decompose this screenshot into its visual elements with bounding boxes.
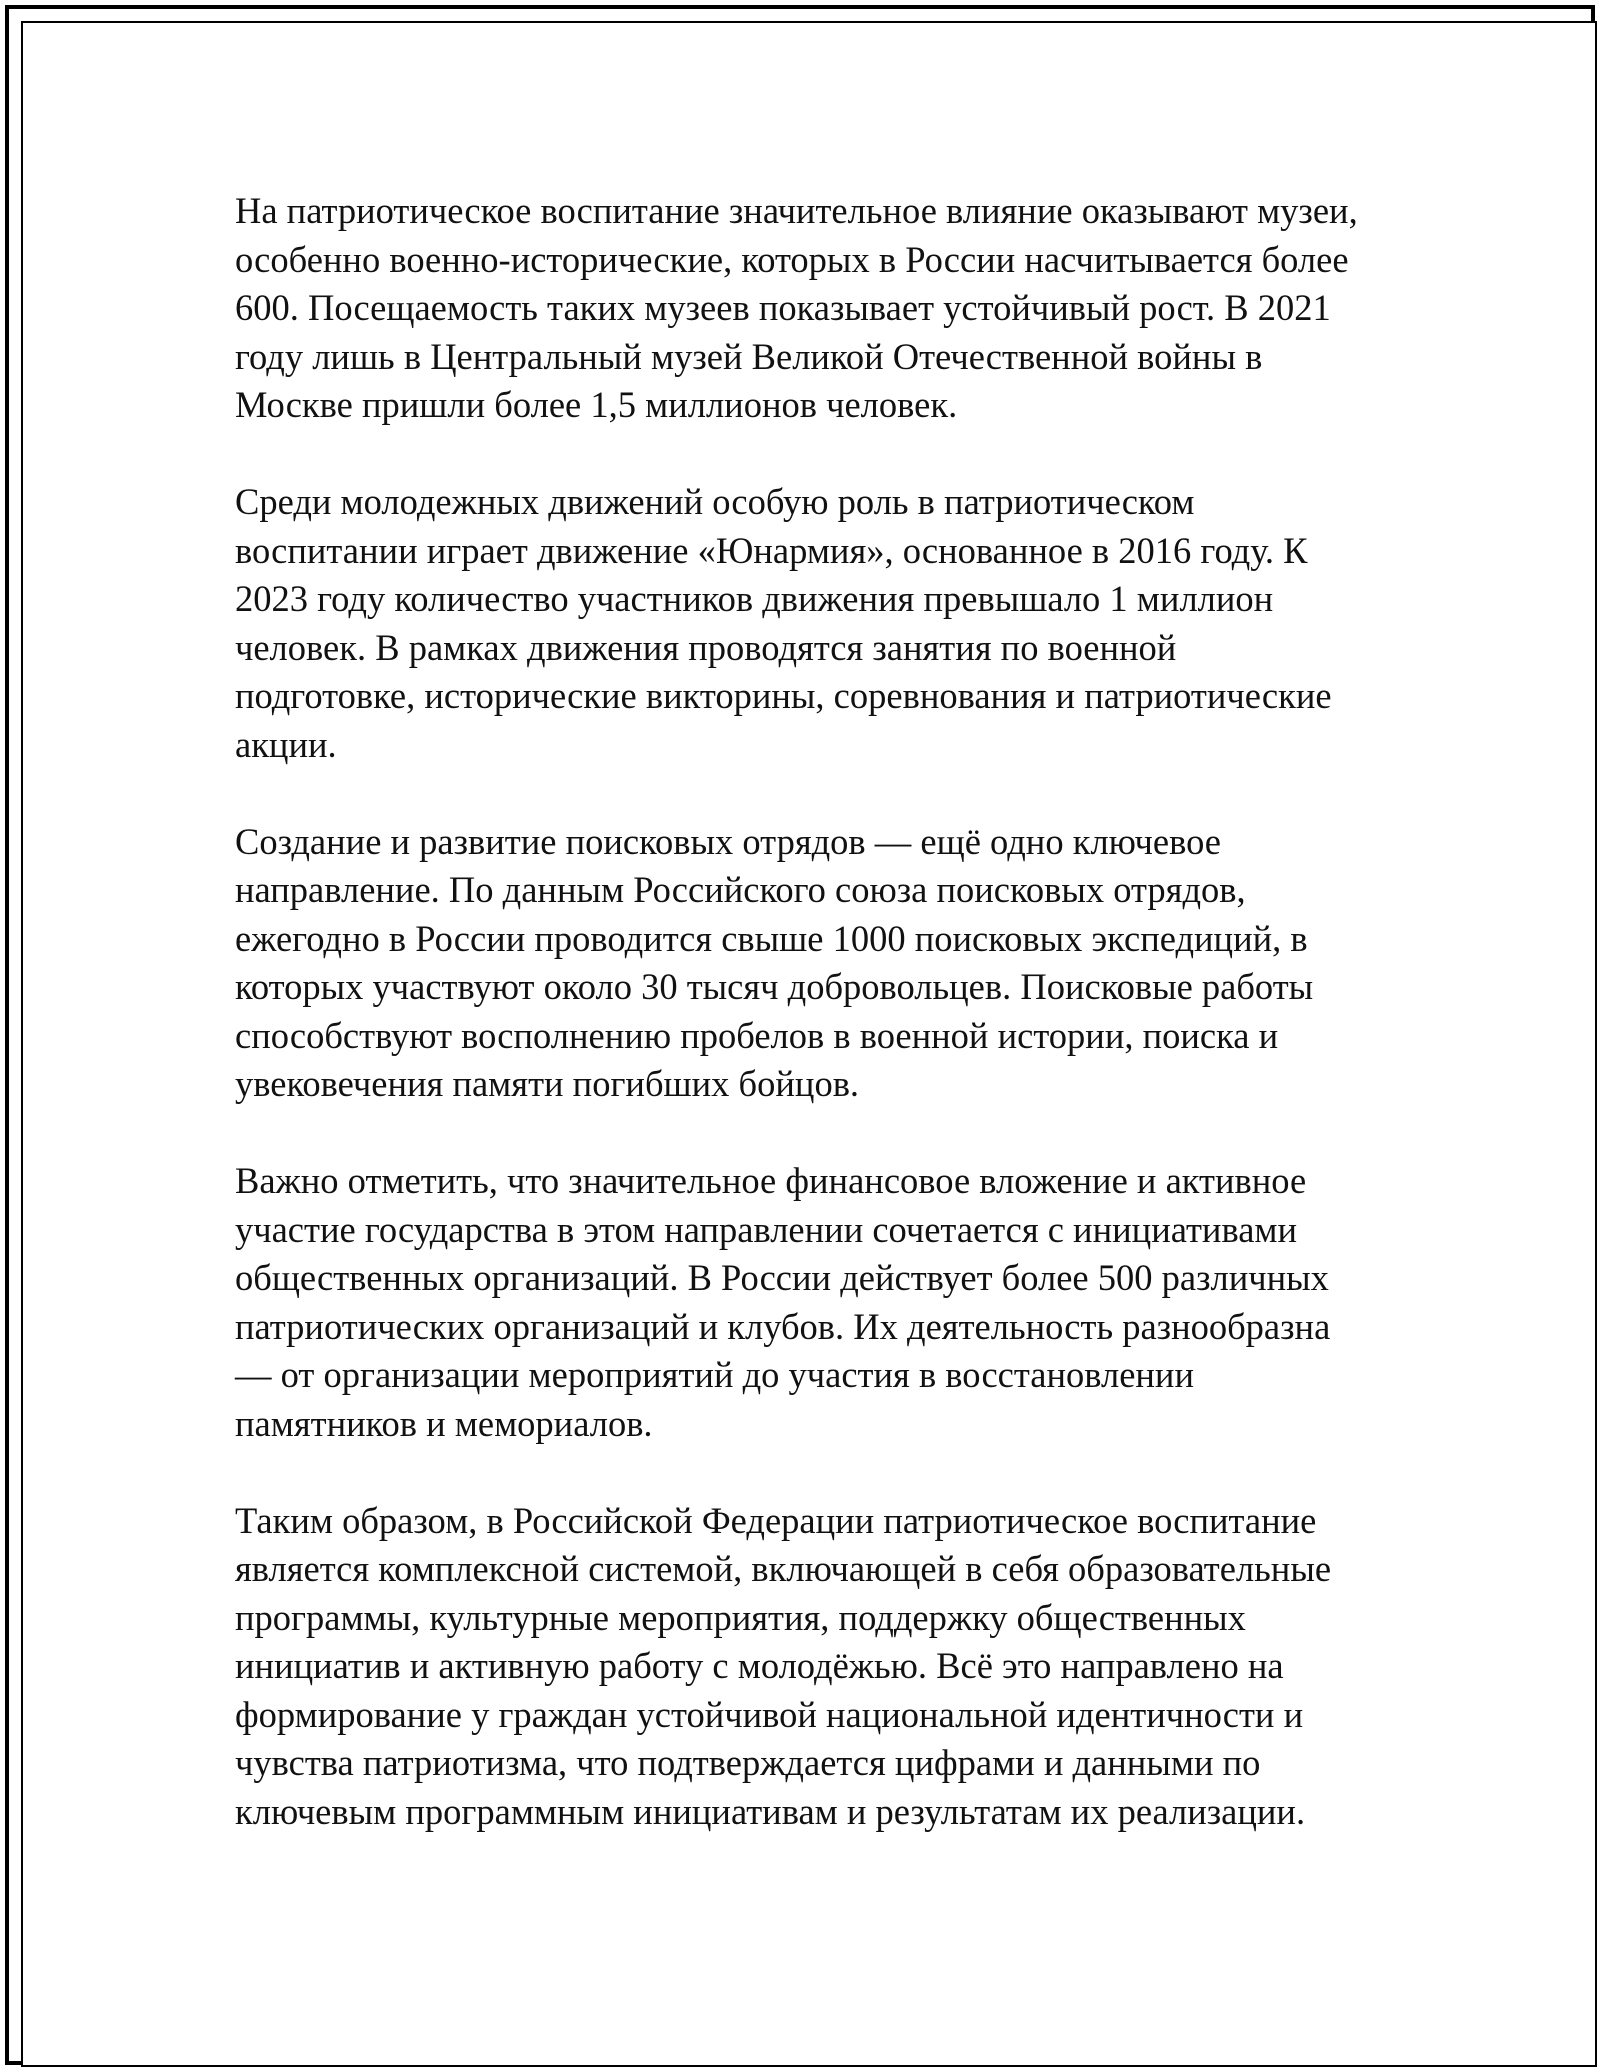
text-line: — от организации мероприятий до участия в восстановлении [235,1354,1194,1395]
text-line: направление. По данным Российского союза поисковых отрядов, [235,869,1246,910]
text-line: 2023 году количество участников движения превышало 1 миллион [235,578,1274,619]
text-line: Важно отметить, что значительное финансовое вложение и активное [235,1160,1307,1201]
text-line: 600. Посещаемость таких музеев показывает устойчивый рост. В 2021 [235,287,1331,328]
text-line: особенно военно-исторические, которых в России насчитывается более [235,238,1349,280]
paragraph-yunarmiya [235,478,1385,769]
text-line: инициатив и активную работу с молодёжью. Всё это направлено на [235,1645,1284,1686]
text-line: памятников и мемориалов. [235,1402,653,1444]
text-line: является комплексной системой, включающей в себя образовательные [235,1548,1332,1589]
document-body [235,187,1385,1885]
text-line: Среди молодежных движений особую роль в патриотическом [235,481,1195,522]
paragraph-organizations [235,1157,1385,1448]
text-line: подготовке, исторические викторины, соревнования и патриотические [235,675,1332,716]
text-line: общественных организаций. В России действует более 500 различных [235,1257,1329,1298]
text-line: участие государства в этом направлении сочетается с инициативами [235,1208,1298,1250]
text-line: ежегодно в России проводится свыше 1000 поисковых экспедиций, в [235,917,1308,959]
text-line: Москве пришли более 1,5 миллионов человек. [235,384,958,425]
text-line: Таким образом, в Российской Федерации патриотическое воспитание [235,1499,1317,1541]
text-line: чувства патриотизма, что подтверждается цифрами и данными по [235,1742,1261,1783]
text-line: которых участвуют около 30 тысяч добровольцев. Поисковые работы [235,966,1314,1007]
text-line: ключевым программным инициативам и результатам их реализации. [235,1790,1306,1832]
text-line: способствуют восполнению пробелов в военной истории, поиска и [235,1014,1279,1056]
text-line: увековечения памяти погибших бойцов. [235,1063,860,1104]
paragraph-museums [235,187,1385,430]
text-line: году лишь в Центральный музей Великой Отечественной войны в [235,335,1263,377]
text-line: человек. В рамках движения проводятся занятия по военной [235,626,1177,668]
text-line: акции. [235,723,337,765]
text-line: воспитании играет движение «Юнармия», основанное в 2016 году. К [235,529,1308,571]
text-line: формирование у граждан устойчивой национальной идентичности и [235,1693,1304,1735]
text-line: Создание и развитие поисковых отрядов — ещё одно ключевое [235,820,1221,862]
paragraph-conclusion [235,1497,1385,1837]
text-line: На патриотическое воспитание значительное влияние оказывают музеи, [235,190,1358,231]
paragraph-search-squads [235,818,1385,1109]
text-line: программы, культурные мероприятия, поддержку общественных [235,1596,1246,1638]
text-line: патриотических организаций и клубов. Их деятельность разнообразна [235,1305,1331,1347]
